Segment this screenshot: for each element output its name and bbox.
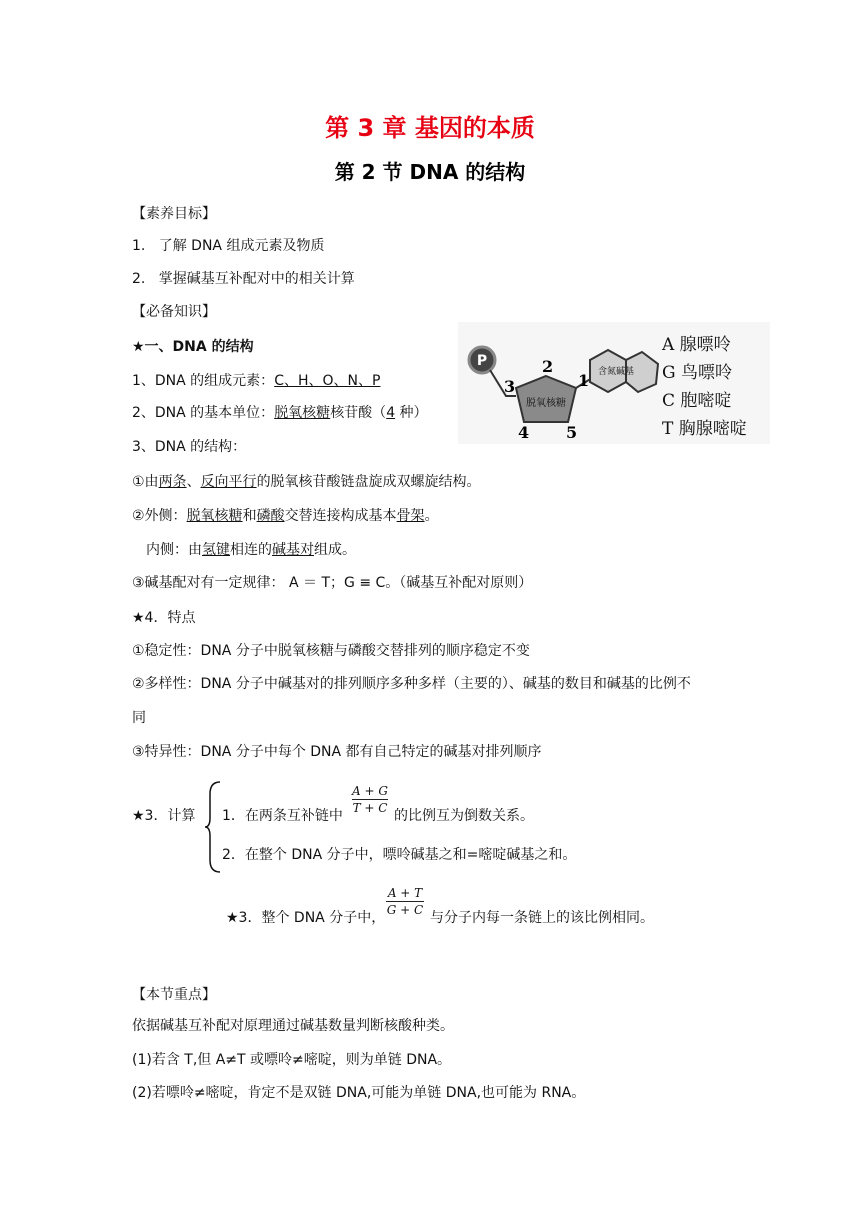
structure-point-3: ③碱基配对有一定规律： A ＝ T；G ≡ C。（碱基互补配对原则） (132, 575, 533, 591)
structure-point-2-b: 和 (242, 508, 257, 524)
calc-fraction-1-bar (352, 799, 388, 800)
feature-diversity: ②多样性：DNA 分子中碱基对的排列顺序多种多样（主要的）、碱基的数目和碱基的比例不 (132, 676, 691, 692)
feature-diversity-cont: 同 (132, 710, 146, 726)
calc-rule-1 (222, 806, 343, 826)
structure-point-1-u1: 两条 (158, 474, 187, 490)
structure-point-2b-b: 相连的 (230, 542, 272, 558)
goal-item-1-number: 1. (132, 238, 146, 254)
unit-count: 4 (386, 405, 396, 421)
calc-fraction-2-denominator: G + C (386, 903, 424, 917)
calc-fraction-1-numerator: A + G (352, 784, 388, 798)
carbon-5-label: 5 (566, 423, 578, 442)
goal-item-2-number: 2. (132, 271, 146, 287)
focus-point-1: (1)若含 T,但 A≠T 或嘌呤≠嘧啶，则为单链 DNA。 (132, 1052, 452, 1068)
calc-rule-1-a: 1．在两条互补链中 (222, 808, 343, 824)
calc-fraction-2 (386, 886, 424, 917)
base-label: 含氮碱基 (597, 367, 635, 377)
calc-fraction-2-numerator: A + T (387, 886, 423, 900)
carbon-4-label: 4 (518, 423, 530, 442)
element-line (132, 371, 380, 391)
calc-brace (204, 780, 222, 874)
feature-stability: ①稳定性：DNA 分子中脱氧核糖与磷酸交替排列的顺序稳定不变 (132, 643, 530, 659)
calc-fraction-1 (352, 784, 388, 815)
structure-point-2b-a: 内侧：由 (146, 542, 202, 558)
unit-mid: 核苷酸（ (330, 405, 387, 421)
calc-label: ★3．计算 (132, 808, 196, 824)
carbon-2-label: 2 (542, 357, 554, 376)
calc-fraction-2-bar (386, 901, 424, 902)
legend-cytosine: C 胞嘧啶 (662, 391, 732, 411)
calc-rule-2: 2．在整个 DNA 分子中，嘌呤碱基之和=嘧啶碱基之和。 (222, 847, 577, 863)
knowledge-heading: 【必备知识】 (132, 304, 216, 320)
legend-adenine: A 腺嘌呤 (662, 335, 731, 355)
structure-point-1 (132, 472, 481, 492)
structure-point-2-d: 。 (424, 508, 439, 524)
dna-structure-title: ★一、DNA 的结构 (132, 339, 254, 355)
chapter-title: 第 3 章 基因的本质 (325, 114, 535, 142)
structure-point-2 (132, 506, 439, 526)
focus-intro: 依据碱基互补配对原理通过碱基数量判断核酸种类。 (132, 1018, 454, 1034)
structure-point-2-u1: 脱氧核糖 (186, 508, 243, 524)
element-label: 1、DNA 的组成元素： (132, 373, 275, 389)
carbon-3-label: 3 (504, 377, 516, 396)
goal-item-2 (132, 269, 355, 289)
calc-rule-3: ★3．整个 DNA 分子中， (226, 910, 386, 926)
structure-point-1-a: ①由 (132, 474, 159, 490)
goals-heading: 【素养目标】 (132, 206, 216, 222)
features-title: ★4．特点 (132, 610, 196, 626)
unit-label: 2、DNA 的基本单位： (132, 405, 275, 421)
structure-line: 3、DNA 的结构： (132, 439, 247, 455)
legend-thymine: T 胸腺嘧啶 (662, 419, 747, 439)
carbon-1-label: 1 (578, 371, 590, 390)
structure-point-1-b: 、 (186, 474, 201, 490)
structure-point-2-c: 交替连接构成基本 (284, 508, 397, 524)
focus-point-2: (2)若嘌呤≠嘧啶，肯定不是双链 DNA,可能为单链 DNA,也可能为 RNA。 (132, 1085, 586, 1101)
structure-point-2b (146, 540, 356, 560)
phosphate-label: P (476, 353, 488, 369)
focus-heading: 【本节重点】 (132, 987, 216, 1003)
nucleotide-diagram (458, 322, 770, 444)
goal-item-1 (132, 236, 324, 256)
structure-point-2b-c: 组成。 (314, 542, 356, 558)
structure-point-1-u2: 反向平行 (200, 474, 257, 490)
element-value: C、H、O、N、P (274, 373, 381, 389)
legend-guanine: G 鸟嘌呤 (662, 363, 732, 383)
calc-rule-1-tail: 的比例互为倒数关系。 (394, 808, 534, 824)
section-title: 第 2 节 DNA 的结构 (334, 160, 526, 184)
structure-point-1-c: 的脱氧核苷酸链盘旋成双螺旋结构。 (256, 474, 481, 490)
unit-sugar: 脱氧核糖 (274, 405, 331, 421)
feature-specificity: ③特异性：DNA 分子中每个 DNA 都有自己特定的碱基对排列顺序 (132, 744, 542, 760)
unit-line (132, 403, 428, 423)
unit-suffix: 种） (395, 405, 428, 421)
goal-item-1-text: 了解 DNA 组成元素及物质 (158, 238, 325, 254)
structure-point-2b-u2: 碱基对 (272, 542, 314, 558)
calc-fraction-1-denominator: T + C (352, 801, 388, 815)
goal-item-2-text: 掌握碱基互补配对中的相关计算 (158, 271, 355, 287)
structure-point-2-a: ②外侧： (132, 508, 187, 524)
structure-point-2-u3: 骨架 (396, 508, 425, 524)
calc-rule-3-tail: 与分子内每一条链上的该比例相同。 (430, 910, 654, 926)
structure-point-2b-u1: 氢键 (202, 542, 230, 558)
sugar-label: 脱氧核糖 (526, 398, 566, 409)
structure-point-2-u2: 磷酸 (256, 508, 285, 524)
